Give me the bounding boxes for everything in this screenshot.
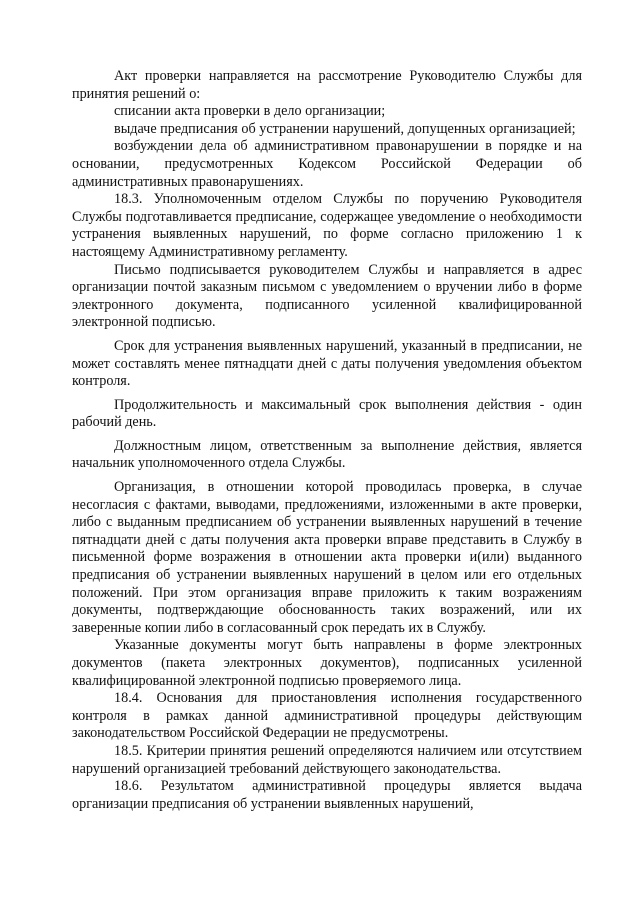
paragraph: Акт проверки направляется на рассмотрение Руководителю Службы для принятия решений о: [72,68,582,102]
paragraph: Продолжительность и максимальный срок выполнения действия - один рабочий день. [72,396,582,431]
paragraph: списании акта проверки в дело организации; [114,103,386,120]
paragraph: выдаче предписания об устранении нарушений, допущенных организацией; [114,120,576,137]
document-page [72,68,582,813]
paragraph: 18.6. Результатом административной процедуры является выдача организации предписания об устранении выявленных нарушений, [72,778,582,812]
paragraph: Письмо подписывается руководителем Службы и направляется в адрес организации почтой заказным письмом с уведомлением о вручении либо в форме электронного документа, подписанного усиленной квалифицированной электронной подписью. [72,261,582,331]
paragraph: 18.5. Критерии принятия решений определяются наличием или отсутствием нарушений организацией требований действующего законодательства. [72,742,582,777]
paragraph: Указанные документы могут быть направлены в форме электронных документов (пакета электронных документов), подписанных усиленной квалифицированной электронной подписью проверяемого лица. [72,637,582,689]
paragraph: возбуждении дела об административном правонарушении в порядке и на основании, предусмотренных Кодексом Российской Федерации об административных правонарушениях. [72,138,582,190]
paragraph: 18.3. Уполномоченным отделом Службы по поручению Руководителя Службы подготавливается предписание, содержащее уведомление о необходимости устранения выявленных нарушений, по форме согласно приложению 1 к настоящему Административному регламенту. [72,191,582,260]
paragraph: 18.4. Основания для приостановления исполнения государственного контроля в рамках данной административной процедуры действующим законодательством Российской Федерации не предусмотрены. [72,690,582,742]
paragraph: Срок для устранения выявленных нарушений, указанный в предписании, не может составлять менее пятнадцати дней с даты получения уведомления объектом контроля. [72,337,582,390]
paragraph: Должностным лицом, ответственным за выполнение действия, является начальник уполномоченного отдела Службы. [72,437,582,472]
paragraph: Организация, в отношении которой проводилась проверка, в случае несогласия с фактами, выводами, предложениями, изложенными в акте проверки, либо с выданным предписанием об устранении выявленных нарушений в течение пятнадцати дней с даты получения акта проверки вправе представить в Службу в письменной форме возражения в отношении акта проверки и(или) выданного предписания об устранении выявленных нарушений в целом или его отдельных положений. При этом организация вправе приложить к таким возражениям документы, подтверждающие обоснованность таких возражений, или их заверенные копии либо в согласованный срок передать их в Службу. [72,479,582,636]
